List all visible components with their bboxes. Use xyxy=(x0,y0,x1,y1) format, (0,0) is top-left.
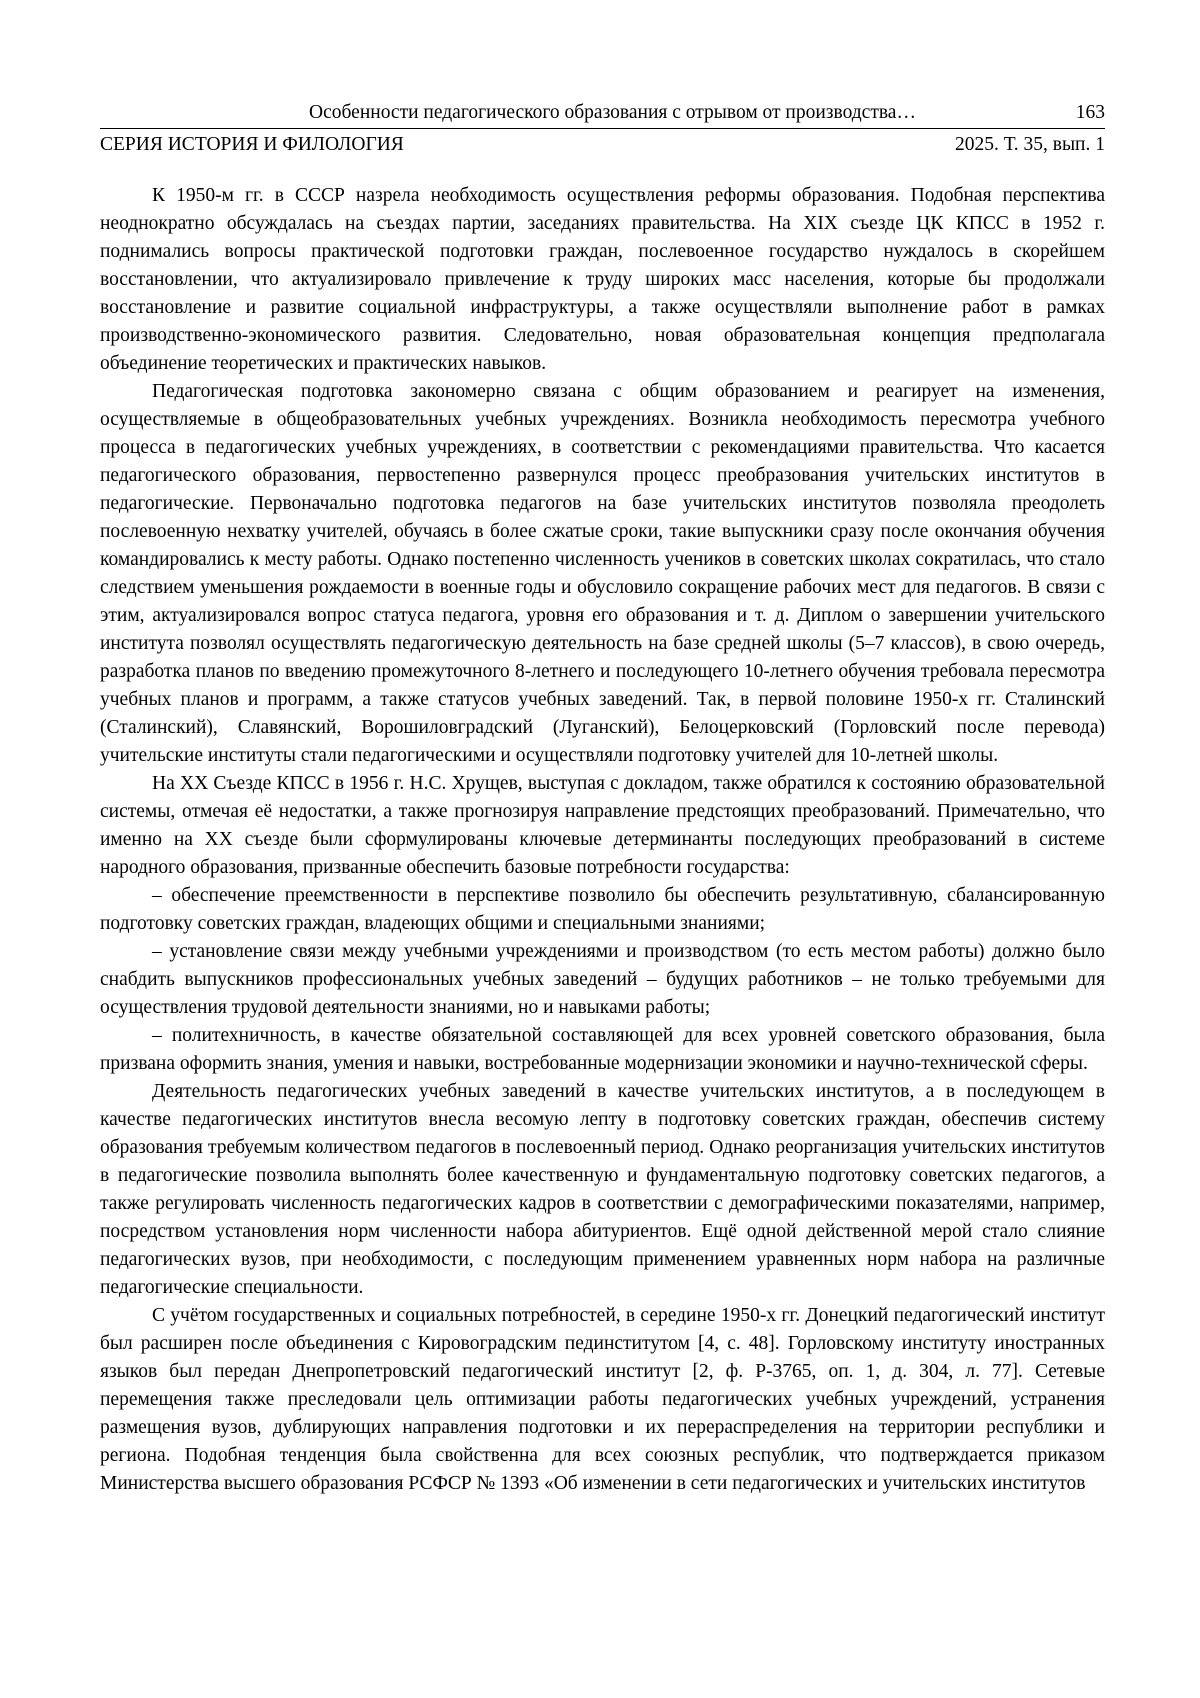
paragraph: На XX Съезде КПСС в 1956 г. Н.С. Хрущев, выступая с докладом, также обратился к состоянию образовательной системы, отмечая её недостатки, а также прогнозируя направление предстоящих преобразований. Примечательно, что именно на XX съезде были сформулированы ключевые детерминанты последующих преобразований в системе народного образования, призванные обеспечить базовые потребности государства: xyxy=(100,773,1105,878)
list-item-paragraph: – установление связи между учебными учреждениями и производством (то есть местом работы) должно было снабдить выпускников профессиональных учебных заведений – будущих работников – не только требуемыми для осуществления трудовой деятельности знаниями, но и навыками работы; xyxy=(100,941,1105,1018)
paragraph: К 1950-м гг. в СССР назрела необходимость осуществления реформы образования. Подобная перспектива неоднократно обсуждалась на съездах партии, заседаниях правительства. На XIX съезде ЦК КПСС в 1952 г. поднимались вопросы практической подготовки граждан, послевоенное государство нуждалось в скорейшем восстановлении, что актуализировало привлечение к труду широких масс населения, которые бы продолжали восстановление и развитие социальной инфраструктуры, а также осуществляли выполнение работ в рамках производственно-экономического развития. Следовательно, новая образовательная концепция предполагала объединение теоретических и практических навыков. xyxy=(100,185,1105,374)
paragraph: С учётом государственных и социальных потребностей, в середине 1950-х гг. Донецкий педагогический институт был расширен после объединения с Кировоградским пединститутом [4, с. 48]. Горловскому институту иностранных языков был передан Днепропетровский педагогический институт [2, ф. Р-3765, оп. 1, д. 304, л. 77]. Сетевые перемещения также преследовали цель оптимизации работы педагогических учебных учреждений, устранения размещения вузов, дублирующих направления подготовки и их перераспределения на территории республики и региона. Подобная тенденция была свойственна для всех союзных республик, что подтверждается приказом Министерства высшего образования РСФСР № 1393 «Об изменении в сети педагогических и учительских институтов xyxy=(100,1305,1105,1494)
issue-info: 2025. Т. 35, вып. 1 xyxy=(955,134,1105,155)
list-item-paragraph: – политехничность, в качестве обязательной составляющей для всех уровней советского образования, была призвана оформить знания, умения и навыки, востребованные модернизации экономики и научно-технической сферы. xyxy=(100,1025,1105,1074)
paragraph: Деятельность педагогических учебных заведений в качестве учительских институтов, а в последующем в качестве педагогических институтов внесла весомую лепту в подготовку советских граждан, обеспечив систему образования требуемым количеством педагогов в послевоенный период. Однако реорганизация учительских институтов в педагогические позволила выполнять более качественную и фундаментальную подготовку советских педагогов, а также регулировать численность педагогических кадров в соответствии с демографическими показателями, например, посредством установления норм численности набора абитуриентов. Ещё одной действенной мерой стало слияние педагогических вузов, при необходимости, с последующим применением уравненных норм набора на различные педагогические специальности. xyxy=(100,1081,1105,1298)
paragraph: Педагогическая подготовка закономерно связана с общим образованием и реагирует на изменения, осуществляемые в общеобразовательных учебных учреждениях. Возникла необходимость пересмотра учебного процесса в педагогических учебных учреждениях, в соответствии с рекомендациями правительства. Что касается педагогического образования, первостепенно развернулся процесс преобразования учительских институтов в педагогические. Первоначально подготовка педагогов на базе учительских институтов позволяла преодолеть послевоенную нехватку учителей, обучаясь в более сжатые сроки, такие выпускники сразу после окончания обучения командировались к месту работы. Однако постепенно численность учеников в советских школах сократилась, что стало следствием уменьшения рождаемости в военные годы и обусловило сокращение рабочих мест для педагогов. В связи с этим, актуализировался вопрос статуса педагога, уровня его образования и т. д. Диплом о завершении учительского института позволял осуществлять педагогическую деятельность на базе средней школы (5–7 классов), в свою очередь, разработка планов по введению промежуточного 8-летнего и последующего 10-летнего обучения требовала пересмотра учебных планов и программ, а также статусов учебных заведений. Так, в первой половине 1950-х гг. Сталинский (Сталинский), Славянский, Ворошиловградский (Луганский), Белоцерковский (Горловский после перевода) учительские институты стали педагогическими и осуществляли подготовку учителей для 10-летней школы. xyxy=(100,381,1105,766)
series-header xyxy=(100,132,1105,158)
page-number: 163 xyxy=(1075,102,1105,123)
running-header xyxy=(100,100,1105,129)
series-title: СЕРИЯ ИСТОРИЯ И ФИЛОЛОГИЯ xyxy=(100,134,404,155)
list-item-paragraph: – обеспечение преемственности в перспективе позволило бы обеспечить результативную, сбалансированную подготовку советских граждан, владеющих общими и специальными знаниями; xyxy=(100,885,1105,934)
running-title: Особенности педагогического образования с отрывом от производства… xyxy=(309,102,916,123)
article-body xyxy=(100,182,1105,1498)
